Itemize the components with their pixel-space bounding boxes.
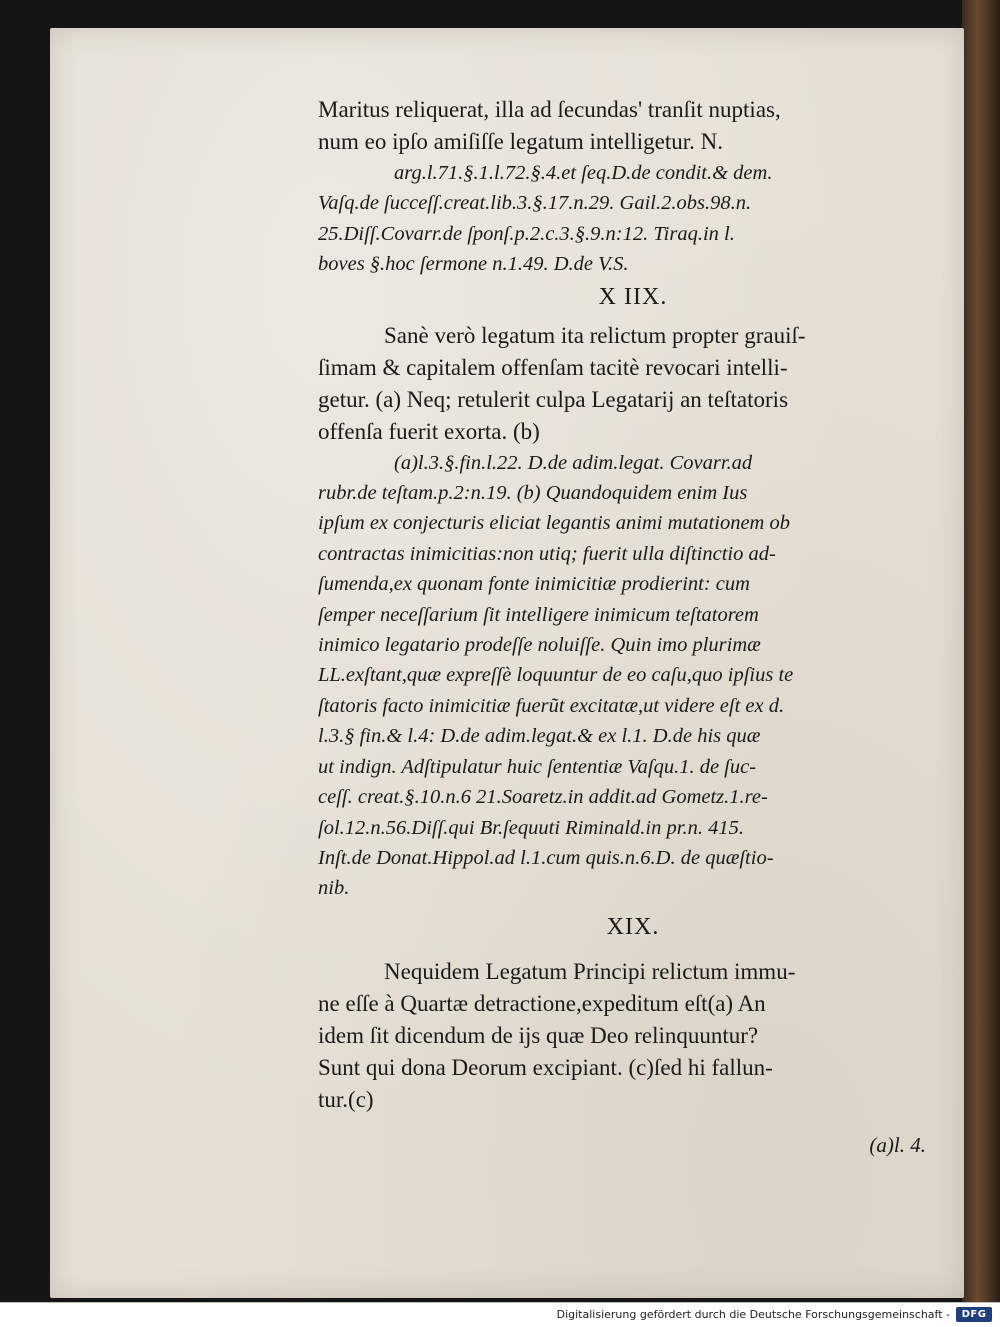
- note-line: boves §.hoc ſermone n.1.49. D.de V.S.: [318, 253, 629, 276]
- catchword: (a)l. 4.: [869, 1132, 926, 1157]
- text-line: ne eſſe à Quartæ detractione,expeditum eſt(a) An: [318, 990, 766, 1016]
- page-text: [318, 94, 938, 1160]
- section-heading: X IIX.: [598, 283, 668, 310]
- footer-bar: [0, 1302, 1000, 1327]
- text-line: getur. (a) Neq; retulerit culpa Legatarij an teſtatoris: [318, 386, 789, 412]
- note-line: ſemper neceſſarium ſit intelligere inimicum teſtatorem: [318, 603, 759, 626]
- note-line: ipſum ex conjecturis eliciat legantis animi mutationem ob: [318, 512, 790, 535]
- text-line: Nequidem Legatum Principi relictum immu-: [384, 958, 796, 984]
- note-line: ut indign. Adſtipulatur huic ſententiæ Vaſqu.1. de ſuc-: [318, 755, 757, 778]
- section-heading: XIX.: [606, 913, 660, 940]
- note-line: rubr.de teſtam.p.2:n.19. (b) Quandoquidem enim Ius: [318, 482, 748, 505]
- footnotes-2: [318, 448, 938, 904]
- text-line: tur.(c): [318, 1086, 374, 1112]
- funding-credit: Digitalisierung gefördert durch die Deutsche Forschungsgemeinschaft -: [556, 1308, 950, 1321]
- text-line: ſimam & capitalem offenſam tacitè revocari intelli-: [318, 354, 788, 380]
- paragraph-2: [318, 320, 938, 448]
- paragraph-3: [318, 956, 938, 1116]
- note-line: ſumenda,ex quonam fonte inimicitiæ prodierint: cum: [318, 573, 750, 596]
- note-line: 25.Diſſ.Covarr.de ſponſ.p.2.c.3.§.9.n:12. Tiraq.in l.: [318, 222, 735, 245]
- text-line: idem ſit dicendum de ijs quæ Deo relinquuntur?: [318, 1022, 759, 1048]
- note-line: Vaſq.de ſucceſſ.creat.lib.3.§.17.n.29. Gail.2.obs.98.n.: [318, 192, 752, 215]
- note-line: inimico legatario prodeſſe noluiſſe. Quin imo plurimæ: [318, 634, 761, 657]
- footnotes-1: [318, 158, 938, 280]
- dfg-logo: DFG: [956, 1307, 992, 1322]
- text-line: num eo ipſo amiſiſſe legatum intelligetur. N.: [318, 129, 723, 154]
- text-line: offenſa fuerit exorta. (b): [318, 418, 540, 444]
- book-binding-edge: [962, 0, 1000, 1302]
- note-line: l.3.§ fin.& l.4: D.de adim.legat.& ex l.1. D.de his quæ: [318, 725, 761, 748]
- text-line: Maritus reliquerat, illa ad ſecundas' tranſit nuptias,: [318, 97, 781, 122]
- note-line: ſtatoris facto inimicitiæ fuerũt excitatæ,ut videre eſt ex d.: [318, 694, 785, 717]
- text-line: Sunt qui dona Deorum excipiant. (c)ſed hi fallun-: [318, 1054, 773, 1080]
- note-line: ſol.12.n.56.Diſſ.qui Br.ſequuti Riminald.in pr.n. 415.: [318, 816, 744, 839]
- note-line: contractas inimicitias:non utiq; fuerit ulla diſtinctio ad-: [318, 542, 776, 565]
- paragraph-1: [318, 94, 938, 158]
- book-page: [50, 28, 964, 1298]
- text-line: Sanè verò legatum ita relictum propter grauiſ-: [384, 322, 806, 348]
- note-line: Inſt.de Donat.Hippol.ad l.1.cum quis.n.6.D. de quæſtio-: [318, 846, 774, 869]
- note-line: nib.: [318, 877, 350, 900]
- note-line: ceſſ. creat.§.10.n.6 21.Soaretz.in addit.ad Gometz.1.re-: [318, 786, 768, 809]
- note-line: arg.l.71.§.1.l.72.§.4.et ſeq.D.de condit.& dem.: [394, 162, 773, 184]
- note-line: (a)l.3.§.fin.l.22. D.de adim.legat. Covarr.ad: [394, 451, 753, 474]
- note-line: LL.exſtant,quæ expreſſè loquuntur de eo caſu,quo ipſius te: [318, 664, 794, 687]
